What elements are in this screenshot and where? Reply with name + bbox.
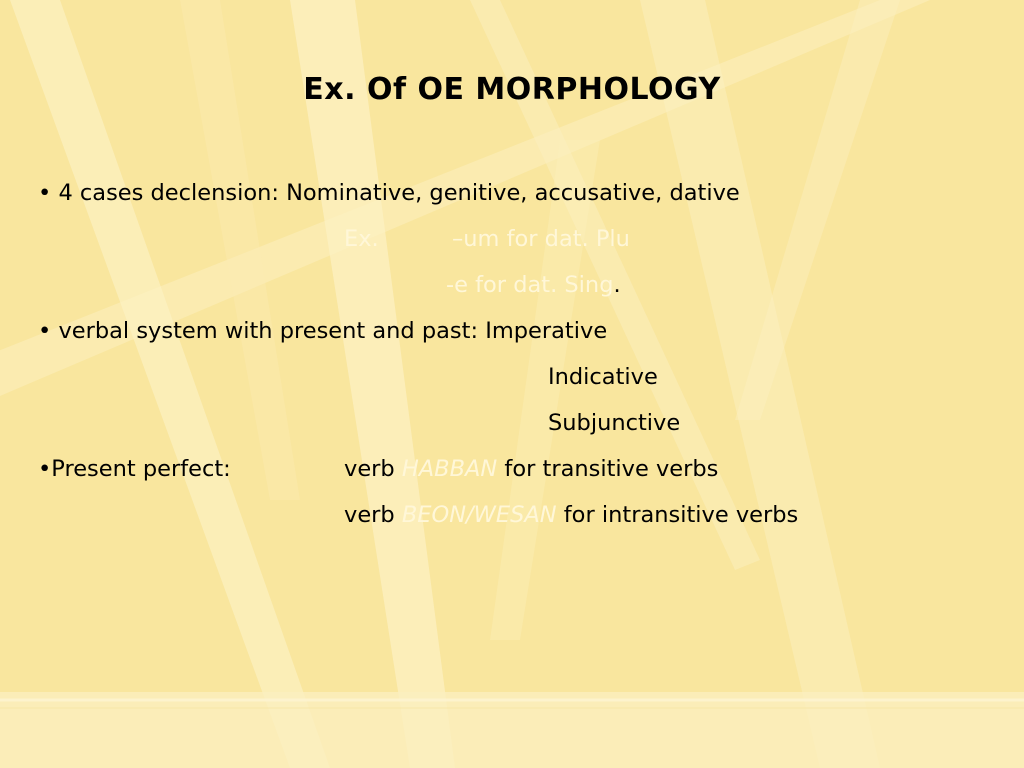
bullet: •: [38, 180, 52, 206]
transitive-text: for transitive verbs: [504, 456, 719, 482]
aux-verb-beon-wesan: BEON/WESAN: [401, 502, 557, 528]
slide-title: Ex. Of OE MORPHOLOGY: [303, 72, 721, 107]
singular-period: .: [613, 272, 621, 298]
plural-example: –um for dat. Plu: [452, 226, 630, 252]
mood-indicative: Indicative: [548, 364, 658, 390]
cases-text: 4 cases declension: Nominative, genitive, accusative, dative: [58, 180, 740, 206]
bullet: •: [38, 456, 52, 482]
perfect-row-1: [344, 456, 718, 482]
verb-prefix: verb: [344, 456, 395, 482]
perfect-label-text: Present perfect:: [51, 456, 231, 482]
perfect-label: [38, 456, 231, 482]
singular-example: -e for dat. Sing: [446, 272, 614, 298]
singular-example-line: [446, 272, 621, 298]
verb-prefix: verb: [344, 502, 395, 528]
verbal-line: [38, 318, 607, 344]
example-label: Ex.: [344, 226, 379, 252]
intransitive-text: for intransitive verbs: [563, 502, 799, 528]
mood-subjunctive: Subjunctive: [548, 410, 681, 436]
verbal-text: verbal system with present and past: Imperative: [58, 318, 608, 344]
cases-line: [38, 180, 740, 206]
perfect-row-2: [344, 502, 798, 528]
aux-verb-habban: HABBAN: [401, 456, 498, 482]
bullet: •: [38, 318, 52, 344]
